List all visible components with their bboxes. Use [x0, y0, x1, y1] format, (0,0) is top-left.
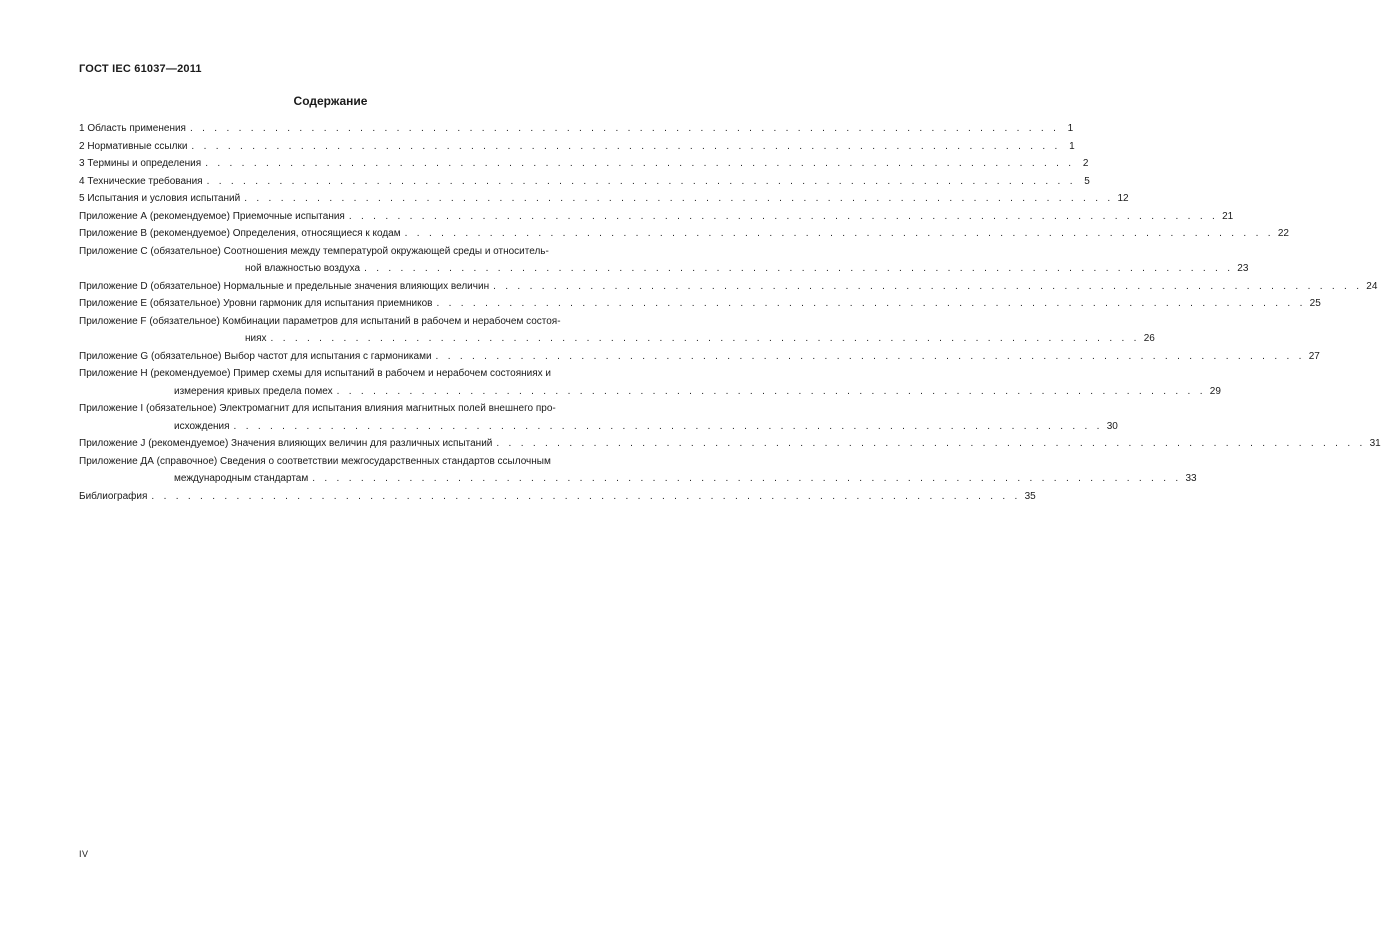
toc-entry-label: Приложение D (обязательное) Нормальные и предельные значения влияющих величин	[79, 280, 490, 292]
toc-entry-page: 26	[1143, 333, 1155, 344]
toc-entry-line	[79, 138, 1075, 156]
toc-entry[interactable]	[79, 190, 1129, 208]
toc-entry[interactable]	[79, 313, 1155, 348]
toc-entry-label: 3 Термины и определения	[79, 158, 202, 169]
toc-entry-label: Приложение ДА (справочное) Сведения о соответствии межгосударственных стандартов ссылочным	[79, 455, 551, 467]
toc-entry-page: 5	[1084, 175, 1090, 187]
leader-dots: . . . . . . . . . . . . . . . . . . . . . . . . . . . . . . . . . . . . . . . . . . . . . . . . . . . . . . . . . . . . . . . . . . . . . . . .	[233, 420, 1103, 432]
toc-entry-label: Приложение J (рекомендуемое) Значения влияющих величин для различных испытаний	[79, 438, 493, 449]
leader-dots: . . . . . . . . . . . . . . . . . . . . . . . . . . . . . . . . . . . . . . . . . . . . . . . . . . . . . . . . . . . . . . . . . . . . . . . .	[191, 140, 1061, 152]
toc-entry-label: Приложение Н (рекомендуемое) Пример схемы для испытаний в рабочем и нерабочем состояниях и	[79, 368, 552, 379]
toc-entry-line	[79, 155, 1089, 173]
toc-entry-page: 22	[1277, 228, 1289, 239]
toc-entry-line	[79, 488, 1036, 506]
leader-dots: . . . . . . . . . . . . . . . . . . . . . . . . . . . . . . . . . . . . . . . . . . . . . . . . . . . . . . . . . . . . . . . . . . . . . . . .	[404, 228, 1274, 239]
toc-entry-page: 31	[1369, 438, 1381, 449]
leader-dots: . . . . . . . . . . . . . . . . . . . . . . . . . . . . . . . . . . . . . . . . . . . . . . . . . . . . . . . . . . . . . . . . . . . . . . . .	[244, 193, 1114, 204]
toc-entry-page: 2	[1082, 158, 1089, 169]
toc-entry[interactable]	[79, 365, 1221, 400]
toc-entry-page: 30	[1106, 420, 1118, 432]
toc-entry-label: Приложение G (обязательное) Выбор частот для испытания с гармониками	[79, 350, 432, 362]
toc-entry-label: 2 Нормативные ссылки	[79, 140, 188, 152]
toc-entry[interactable]	[79, 208, 1234, 226]
leader-dots: . . . . . . . . . . . . . . . . . . . . . . . . . . . . . . . . . . . . . . . . . . . . . . . . . . . . . . . . . . . . . . . . . . . . . . . .	[336, 385, 1206, 397]
toc-entry[interactable]	[79, 138, 1075, 156]
toc-entry-page: 27	[1308, 350, 1320, 362]
toc-entry-label: Приложение С (обязательное) Соотношения между температурой окружающей среды и относитель-	[79, 245, 549, 257]
toc-entry-line	[79, 120, 1074, 138]
toc-entry-label: Приложение I (обязательное) Электромагнит для испытания влияния магнитных полей внешнего про-	[79, 403, 556, 414]
leader-dots: . . . . . . . . . . . . . . . . . . . . . . . . . . . . . . . . . . . . . . . . . . . . . . . . . . . . . . . . . . . . . . . . . . . . . . . .	[436, 298, 1306, 309]
toc-entry-line	[79, 278, 1378, 296]
toc-entry-page: 33	[1185, 473, 1197, 484]
toc-entry-page: 1	[1069, 140, 1075, 152]
toc-entry-page: 35	[1024, 490, 1036, 502]
toc-entry-line	[79, 330, 1155, 348]
toc-entry-label: Приложение Е (обязательное) Уровни гармоник для испытания приемников	[79, 298, 433, 309]
toc-entry-page: 23	[1237, 263, 1249, 274]
toc-entry-line	[79, 173, 1090, 191]
toc-entry[interactable]	[79, 225, 1289, 243]
toc-entry-line	[79, 348, 1320, 366]
page-title: Содержание	[293, 94, 368, 108]
toc-entry-line	[79, 260, 1249, 278]
leader-dots: . . . . . . . . . . . . . . . . . . . . . . . . . . . . . . . . . . . . . . . . . . . . . . . . . . . . . . . . . . . . . . . . . . . . . . . .	[206, 175, 1076, 187]
toc-entry-continuation: международным стандартам	[174, 473, 309, 484]
toc-entry[interactable]	[79, 173, 1090, 191]
leader-dots: . . . . . . . . . . . . . . . . . . . . . . . . . . . . . . . . . . . . . . . . . . . . . . . . . . . . . . . . . . . . . . . . . . . . . . . .	[270, 333, 1140, 344]
toc-entry[interactable]	[79, 348, 1320, 366]
leader-dots: . . . . . . . . . . . . . . . . . . . . . . . . . . . . . . . . . . . . . . . . . . . . . . . . . . . . . . . . . . . . . . . . . . . . . . . .	[151, 490, 1021, 502]
toc-entry[interactable]	[79, 488, 1036, 506]
leader-dots: . . . . . . . . . . . . . . . . . . . . . . . . . . . . . . . . . . . . . . . . . . . . . . . . . . . . . . . . . . . . . . . . . . . . . . . .	[364, 263, 1234, 274]
toc-entry-label: 1 Область применения	[79, 123, 186, 134]
toc-entry-label: 4 Технические требования	[79, 175, 203, 187]
toc-entry-page: 12	[1117, 193, 1129, 204]
toc-entry-line	[79, 208, 1234, 226]
toc-entry[interactable]	[79, 278, 1378, 296]
toc-entry[interactable]	[79, 155, 1089, 173]
toc-entry-line	[79, 435, 1381, 453]
toc-entry-page: 29	[1209, 385, 1221, 397]
toc-entry-continuation: ной влажностью воздуха	[245, 263, 361, 274]
leader-dots: . . . . . . . . . . . . . . . . . . . . . . . . . . . . . . . . . . . . . . . . . . . . . . . . . . . . . . . . . . . . . . . . . . . . . . . .	[496, 438, 1366, 449]
toc-entry[interactable]	[79, 295, 1321, 313]
toc-entry-continuation: ниях	[245, 333, 267, 344]
document-header: ГОСТ IEC 61037—2011	[79, 63, 202, 75]
leader-dots: . . . . . . . . . . . . . . . . . . . . . . . . . . . . . . . . . . . . . . . . . . . . . . . . . . . . . . . . . . . . . . . . . . . . . . . .	[348, 210, 1219, 222]
table-of-contents	[79, 120, 1381, 505]
toc-entry-continuation: измерения кривых предела помех	[174, 385, 333, 397]
leader-dots: . . . . . . . . . . . . . . . . . . . . . . . . . . . . . . . . . . . . . . . . . . . . . . . . . . . . . . . . . . . . . . . . . . . . . . . .	[435, 350, 1305, 362]
leader-dots: . . . . . . . . . . . . . . . . . . . . . . . . . . . . . . . . . . . . . . . . . . . . . . . . . . . . . . . . . . . . . . . . . . . . . . . .	[205, 158, 1075, 169]
toc-entry-page: 21	[1222, 210, 1234, 222]
toc-entry-label: Библиография	[79, 490, 148, 502]
toc-entry-label: Приложение F (обязательное) Комбинации параметров для испытаний в рабочем и нерабочем состоя-	[79, 315, 561, 327]
toc-entry-label: 5 Испытания и условия испытаний	[79, 193, 241, 204]
toc-entry[interactable]	[79, 120, 1074, 138]
toc-entry-label: Приложение А (рекомендуемое) Приемочные испытания	[79, 210, 345, 222]
toc-entry-page: 1	[1067, 123, 1074, 134]
leader-dots: . . . . . . . . . . . . . . . . . . . . . . . . . . . . . . . . . . . . . . . . . . . . . . . . . . . . . . . . . . . . . . . . . . . . . . . .	[493, 280, 1363, 292]
toc-entry-continuation: исхождения	[174, 420, 230, 432]
leader-dots: . . . . . . . . . . . . . . . . . . . . . . . . . . . . . . . . . . . . . . . . . . . . . . . . . . . . . . . . . . . . . . . . . . . . . . . .	[312, 473, 1182, 484]
toc-entry[interactable]	[79, 243, 1249, 278]
toc-entry-line	[79, 225, 1289, 243]
toc-entry-line	[79, 295, 1321, 313]
toc-entry[interactable]	[79, 435, 1381, 453]
toc-entry[interactable]	[79, 400, 1118, 435]
toc-entry-line	[79, 470, 1197, 488]
toc-entry-line	[79, 190, 1129, 208]
toc-entry[interactable]	[79, 453, 1197, 488]
toc-entry-label: Приложение В (рекомендуемое) Определения, относящиеся к кодам	[79, 228, 401, 239]
toc-entry-page: 25	[1309, 298, 1321, 309]
toc-entry-line	[79, 383, 1221, 401]
page-number: IV	[79, 849, 89, 859]
leader-dots: . . . . . . . . . . . . . . . . . . . . . . . . . . . . . . . . . . . . . . . . . . . . . . . . . . . . . . . . . . . . . . . . . . . . . . . .	[189, 123, 1060, 134]
toc-entry-line	[79, 418, 1118, 436]
toc-entry-page: 24	[1366, 280, 1378, 292]
